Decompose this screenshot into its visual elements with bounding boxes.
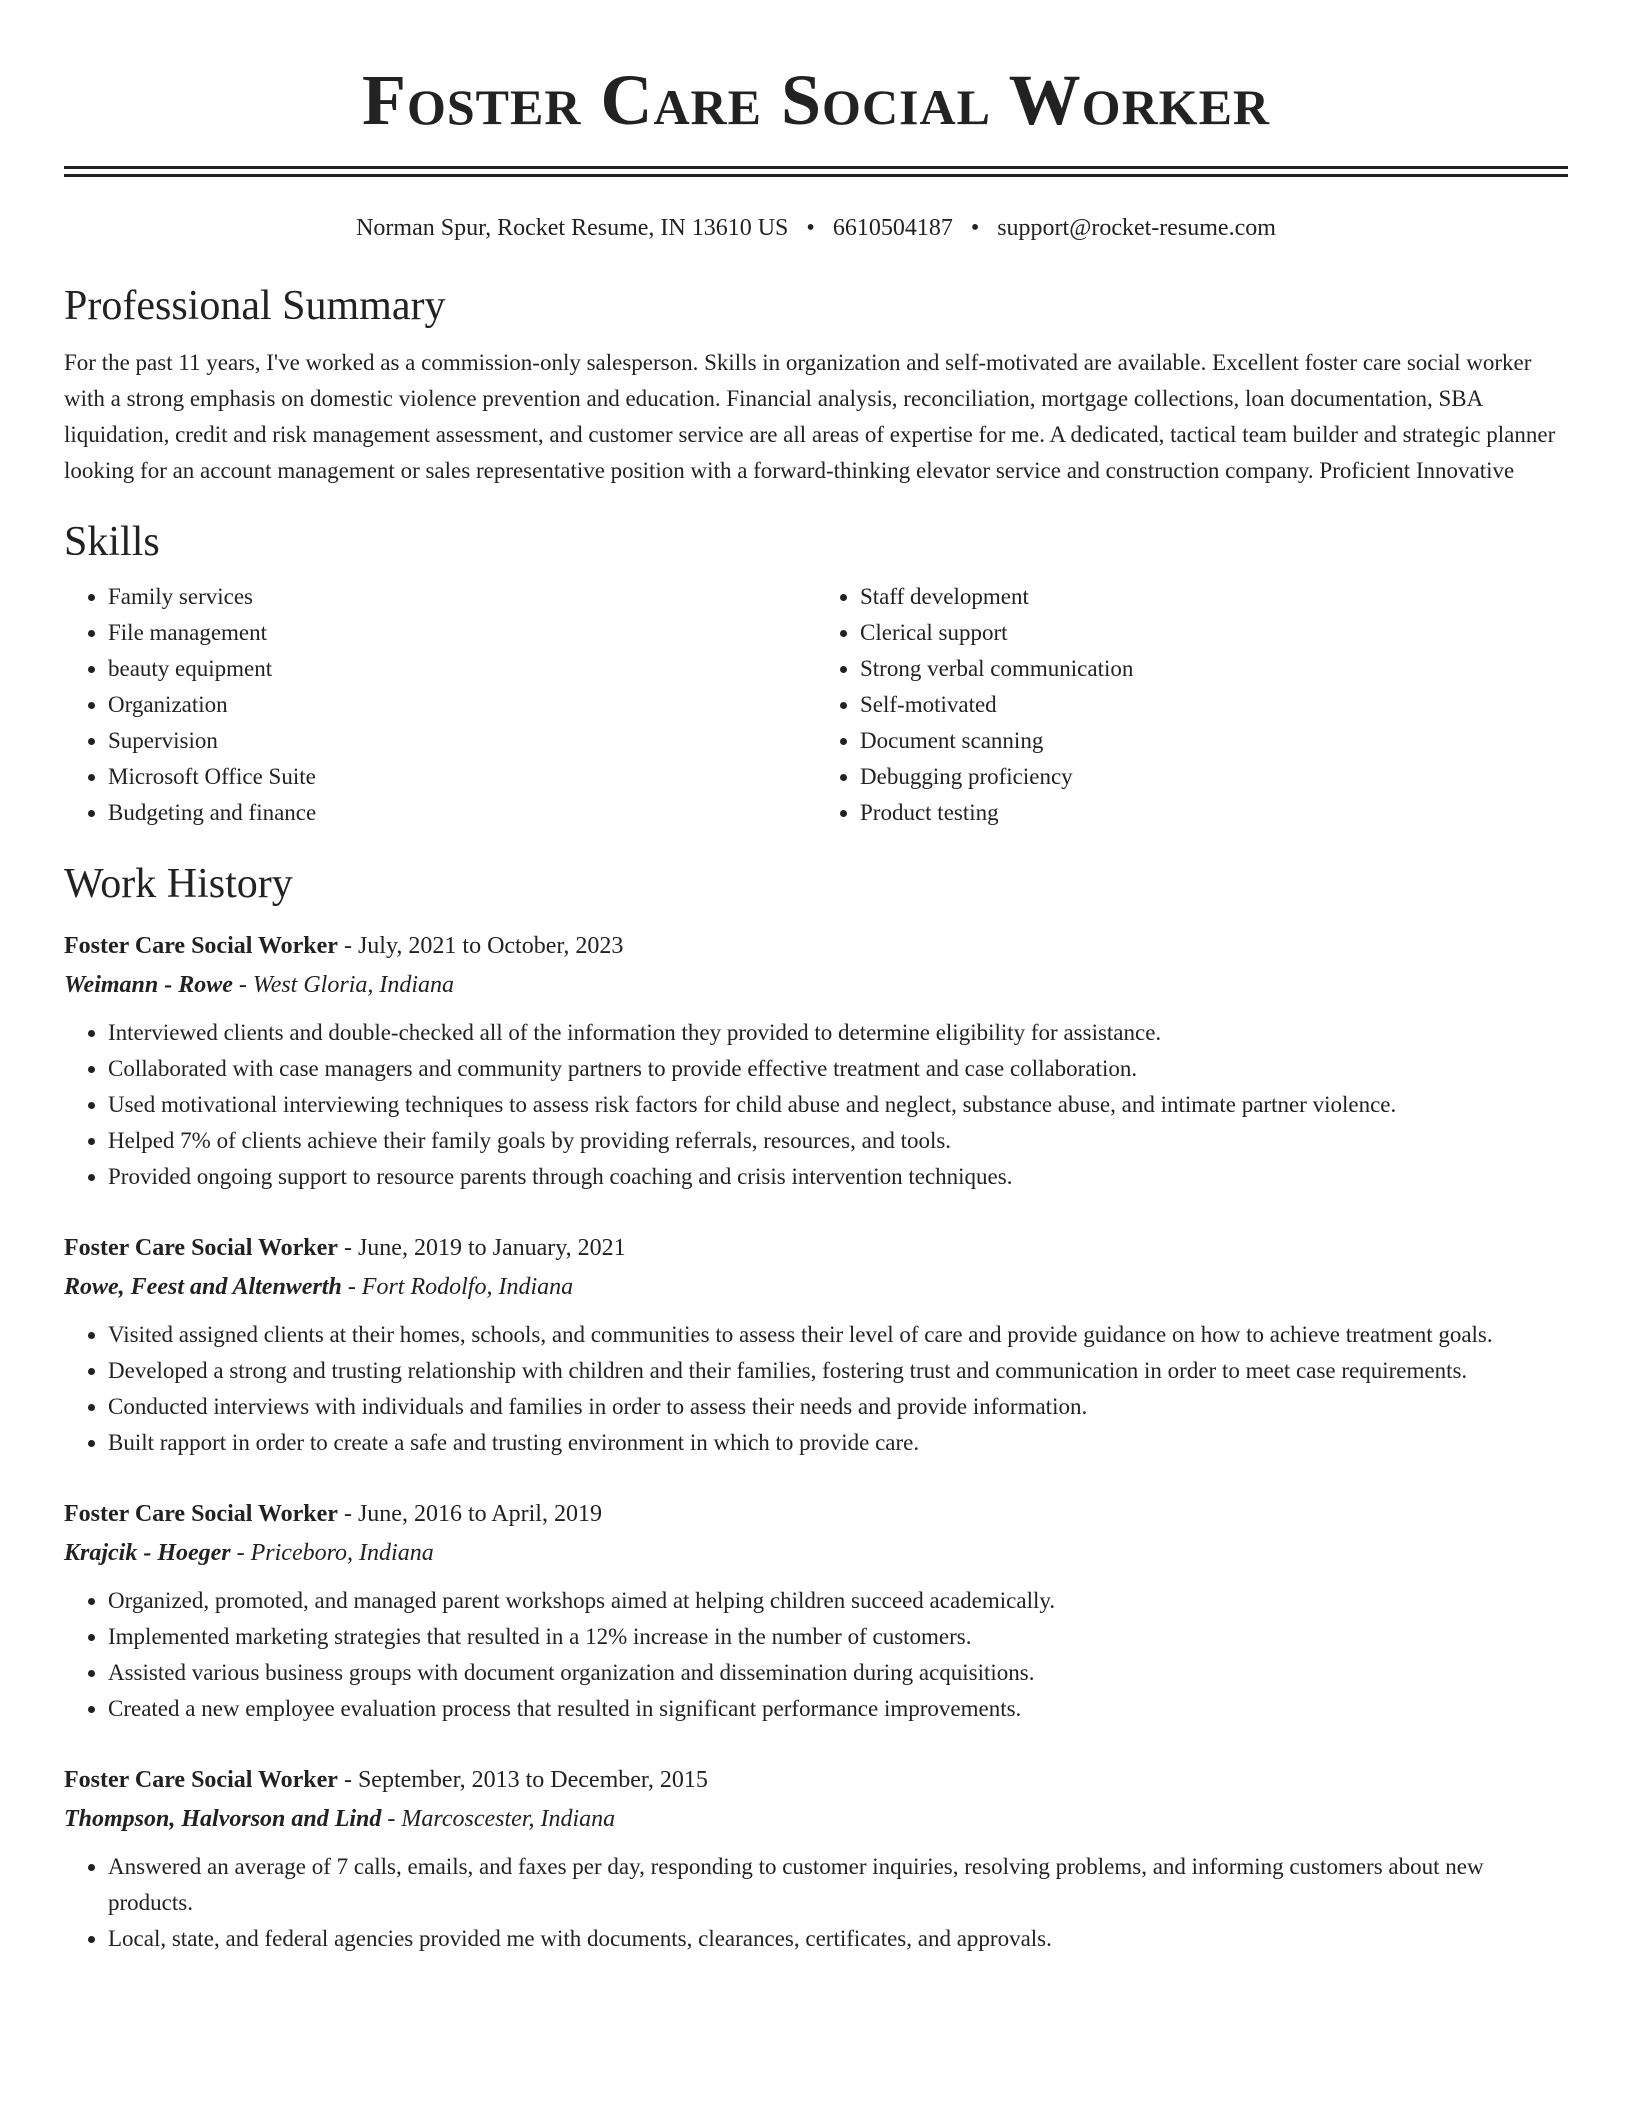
job-bullets — [64, 1849, 1568, 1957]
job-bullet: • Collaborated with case managers and community partners to provide effective treatment and case collaboration. — [108, 1051, 1568, 1087]
job-bullet: • Answered an average of 7 calls, emails, and faxes per day, responding to customer inquiries, resolving problems, and informing customers about new products. — [108, 1849, 1568, 1921]
contact-separator: • — [970, 215, 980, 241]
job-dates: - June, 2016 to April, 2019 — [337, 1501, 602, 1527]
job-entry — [64, 1229, 1568, 1461]
company-name: Rowe, Feest and Altenwerth — [64, 1274, 342, 1300]
skills-left-column — [64, 579, 816, 831]
summary-text: For the past 11 years, I've worked as a commission-only salesperson. Skills in organization and self-motivated are available. Excellent foster care social worker with a strong emphasis on domestic violence prevention and education. Financial analysis, reconciliation, mortgage collections, loan documentation, SBA liquidation, credit and risk management assessment, and customer service are all areas of expertise for me. A dedicated, tactical team builder and strategic planner looking for an account management or sales representative position with a forward-thinking elevator service and construction company. Proficient Innovative — [64, 350, 1556, 483]
company-line — [64, 965, 1568, 1005]
skill-item: • Self-motivated — [860, 687, 1568, 723]
job-title: Foster Care Social Worker — [64, 1501, 338, 1527]
skill-item: • Clerical support — [860, 615, 1568, 651]
title-double-rule — [64, 166, 1568, 177]
job-bullet: • Developed a strong and trusting relationship with children and their families, fostering trust and communication in order to meet case requirements. — [108, 1353, 1568, 1389]
company-location: - Fort Rodolfo, Indiana — [341, 1274, 574, 1300]
contact-separator: • — [806, 215, 815, 241]
company-line — [64, 1533, 1568, 1573]
skill-item: • Organization — [108, 687, 816, 723]
company-line — [64, 1799, 1568, 1839]
job-bullet: • Used motivational interviewing techniques to assess risk factors for child abuse and neglect, substance abuse, and intimate partner violence. — [108, 1087, 1568, 1123]
skill-item: • Debugging proficiency — [860, 759, 1568, 795]
contact-address: Norman Spur, Rocket Resume, IN 13610 US — [356, 215, 789, 241]
job-dates: - June, 2019 to January, 2021 — [337, 1235, 626, 1261]
company-name: Krajcik - Hoeger — [64, 1540, 231, 1566]
job-title-line — [64, 1495, 1568, 1533]
job-bullet: • Helped 7% of clients achieve their family goals by providing referrals, resources, and tools. — [108, 1123, 1568, 1159]
skill-item: • Staff development — [860, 579, 1568, 615]
job-entry — [64, 927, 1568, 1195]
job-title-line — [64, 1761, 1568, 1799]
job-title: Foster Care Social Worker — [64, 933, 338, 959]
skills-heading: Skills — [64, 519, 160, 565]
job-bullet: • Built rapport in order to create a safe and trusting environment in which to provide care. — [108, 1425, 1568, 1461]
skill-item: • Budgeting and finance — [108, 795, 816, 831]
job-bullet: • Interviewed clients and double-checked all of the information they provided to determine eligibility for assistance. — [108, 1015, 1568, 1051]
skill-item: • Supervision — [108, 723, 816, 759]
company-name: Thompson, Halvorson and Lind — [64, 1806, 382, 1832]
contact-line — [64, 213, 1568, 243]
company-location: - Marcoscester, Indiana — [381, 1806, 616, 1832]
job-title-line — [64, 927, 1568, 965]
job-entry — [64, 1495, 1568, 1727]
job-bullet: • Provided ongoing support to resource parents through coaching and crisis intervention techniques. — [108, 1159, 1568, 1195]
skills-grid — [64, 579, 1568, 831]
company-line — [64, 1267, 1568, 1307]
skills-right-column — [816, 579, 1568, 831]
job-bullet: • Conducted interviews with individuals and families in order to assess their needs and provide information. — [108, 1389, 1568, 1425]
job-bullets — [64, 1015, 1568, 1195]
job-title: Foster Care Social Worker — [64, 1767, 338, 1793]
job-title-line — [64, 1229, 1568, 1267]
job-bullet: • Implemented marketing strategies that resulted in a 12% increase in the number of customers. — [108, 1619, 1568, 1655]
job-entry — [64, 1761, 1568, 1957]
skill-item: • Family services — [108, 579, 816, 615]
job-title: Foster Care Social Worker — [64, 1235, 338, 1261]
job-bullet: • Created a new employee evaluation process that resulted in significant performance improvements. — [108, 1691, 1568, 1727]
company-location: - West Gloria, Indiana — [232, 972, 455, 998]
contact-email: support@rocket-resume.com — [997, 215, 1276, 241]
skill-item: • Product testing — [860, 795, 1568, 831]
job-bullets — [64, 1317, 1568, 1461]
skill-item: • Microsoft Office Suite — [108, 759, 816, 795]
skill-item: • Strong verbal communication — [860, 651, 1568, 687]
skill-item: • File management — [108, 615, 816, 651]
skill-item: • Document scanning — [860, 723, 1568, 759]
job-bullet: • Organized, promoted, and managed parent workshops aimed at helping children succeed academically. — [108, 1583, 1568, 1619]
work-history-heading: Work History — [64, 861, 293, 907]
company-location: - Priceboro, Indiana — [230, 1540, 434, 1566]
summary-heading: Professional Summary — [64, 283, 446, 329]
contact-phone: 6610504187 — [832, 215, 953, 241]
job-bullet: • Local, state, and federal agencies provided me with documents, clearances, certificates, and approvals. — [108, 1921, 1568, 1957]
job-bullet: • Assisted various business groups with document organization and dissemination during acquisitions. — [108, 1655, 1568, 1691]
resume-title: Foster Care Social Worker — [361, 60, 1271, 140]
job-bullets — [64, 1583, 1568, 1727]
company-name: Weimann - Rowe — [64, 972, 233, 998]
job-dates: - September, 2013 to December, 2015 — [337, 1767, 708, 1793]
job-dates: - July, 2021 to October, 2023 — [337, 933, 624, 959]
job-bullet: • Visited assigned clients at their homes, schools, and communities to assess their level of care and provide guidance on how to achieve treatment goals. — [108, 1317, 1568, 1353]
skill-item: • beauty equipment — [108, 651, 816, 687]
